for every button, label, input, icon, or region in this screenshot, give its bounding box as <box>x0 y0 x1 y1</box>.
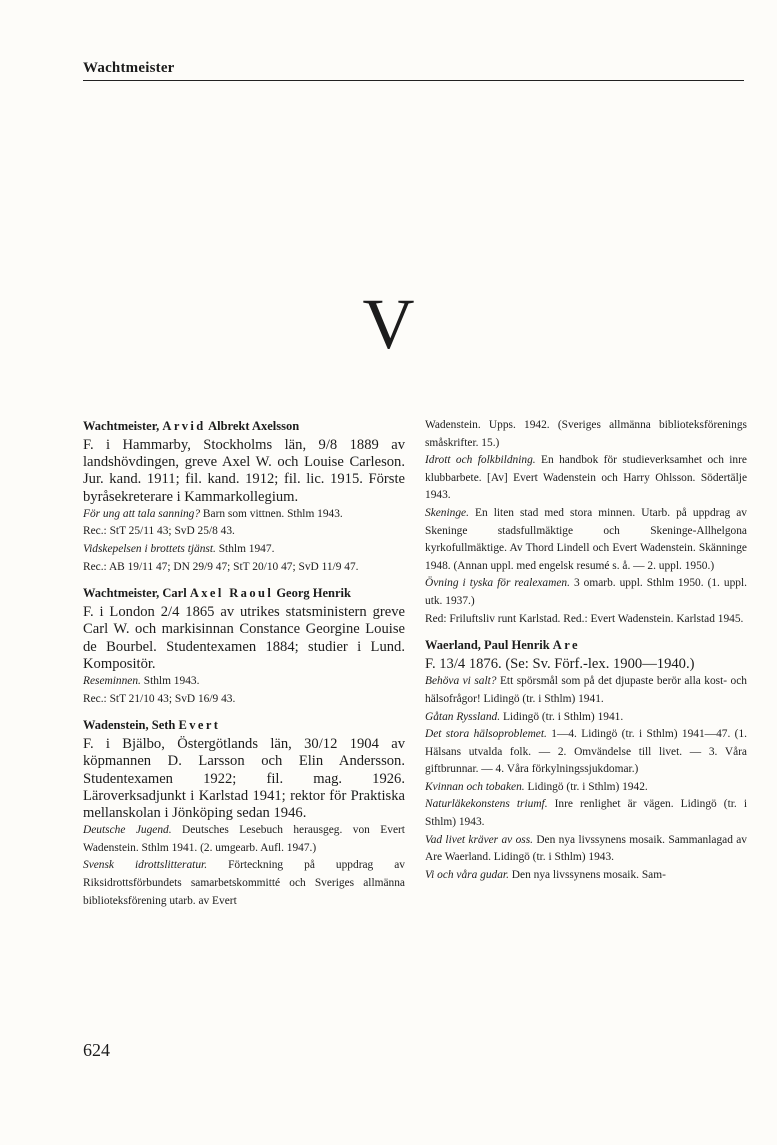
work-entry: Deutsche Jugend. Deutsches Lesebuch herausgeg. von Evert Wadenstein. Sthlm 1941. (2. umgearb. Aufl. 1947.) <box>83 824 405 854</box>
work-entry-continued: Wadenstein. Upps. 1942. (Sveriges allmänna biblioteksförenings småskrifter. 15.) <box>425 419 747 449</box>
work-entry: Övning i tyska för realexamen. 3 omarb. uppl. Sthlm 1950. (1. uppl. utk. 1937.) <box>425 577 747 607</box>
author-name: Waerland, Paul Henrik Are <box>425 638 580 653</box>
work-entry: Idrott och folkbildning. En handbok för studieverksamhet och inre klubbarbete. [Av] Evert Wadenstein och Harry Ohlsson. Södertälje 1943. <box>425 454 747 502</box>
author-entry-wachtmeister-arvid <box>83 417 405 576</box>
work-entry: Reseminnen. Sthlm 1943. <box>83 675 200 687</box>
author-entry-wadenstein <box>83 716 405 910</box>
work-entry: Skeninge. En liten stad med stora minnen. Utarb. på uppdrag av Skeninge stadsfullmäktige och Skeninge-Allhelgona kyrkofullmäktige. Av Thord Lindell och Evert Wadenstein. Skänninge 1948. (Annan uppl. med engelsk resumé s. å. — 2. uppl. 1950.) <box>425 506 747 572</box>
running-head: Wachtmeister <box>83 60 175 76</box>
author-bio: F. i Hammarby, Stockholms län, 9/8 1889 av landshövdingen, greve Axel W. och Louise Carleson. Jur. kand. 1911; fil. kand. 1912; fil. lic. 1915. Förste byråsekreterare i Kammarkollegium. <box>83 437 405 505</box>
work-entry: Vi och våra gudar. Den nya livssynens mosaik. Sam- <box>425 868 666 881</box>
author-name: Wadenstein, Seth Evert <box>83 718 221 733</box>
review-entry: Rec.: StT 21/10 43; SvD 16/9 43. <box>83 692 236 705</box>
left-column <box>83 417 405 910</box>
author-name: Wachtmeister, Carl Axel Raoul Georg Henrik <box>83 586 351 601</box>
author-bio: F. i London 2/4 1865 av utrikes statsministern greve Carl W. och markisinnan Constance Georgine Louise de Bourbel. Studentexamen 1884; studier i Lund. Kompositör. <box>83 604 405 672</box>
editor-entry: Red: Friluftsliv runt Karlstad. Red.: Evert Wadenstein. Karlstad 1945. <box>425 612 744 625</box>
author-entry-wachtmeister-axel <box>83 584 405 708</box>
author-bio: F. i Bjälbo, Östergötlands län, 30/12 1904 av köpmannen D. Larsson och Elin Andersson. Studentexamen 1922; fil. mag. 1926. Läroverksadjunkt i Karlstad 1941; rektor för Praktiska mellanskolan i Jönköping sedan 1946. <box>83 736 405 821</box>
section-letter: V <box>362 284 415 364</box>
review-entry: Rec.: StT 25/11 43; SvD 25/8 43. <box>83 525 235 538</box>
work-entry: Behöva vi salt? Ett spörsmål som på det djupaste berör alla kost- och hälsofrågor! Lidingö (tr. i Sthlm) 1941. <box>425 675 747 705</box>
work-entry: Vad livet kräver av oss. Den nya livssynens mosaik. Sammanlagad av Are Waerland. Lidingö (tr. i Sthlm) 1943. <box>425 833 747 864</box>
work-entry: Det stora hälsoproblemet. 1—4. Lidingö (tr. i Sthlm) 1941—47. (1. Hälsans utvalda folk. — 2. Omvändelse till livet. — 3. Våra giftbrunnar. — 4. Våra förkylningssjukdomar.) <box>425 728 748 776</box>
work-entry: Svensk idrottslitteratur. Förteckning på uppdrag av Riksidrottsförbundets samarbetskommitté och Sveriges allmänna biblioteksförening utarb. av Evert <box>83 859 406 907</box>
work-entry: Vidskepelsen i brottets tjänst. Sthlm 1947. <box>83 543 275 555</box>
work-entry: Gåtan Ryssland. Lidingö (tr. i Sthlm) 1941. <box>425 710 624 723</box>
review-entry: Rec.: AB 19/11 47; DN 29/9 47; StT 20/10 47; SvD 11/9 47. <box>83 560 359 573</box>
author-entry-waerland <box>425 636 747 884</box>
author-name: Wachtmeister, Arvid Albrekt Axelsson <box>83 419 300 433</box>
work-entry: Naturläkekonstens triumf. Inre renlighet är vägen. Lidingö (tr. i Sthlm) 1943. <box>425 798 748 829</box>
page-number: 624 <box>83 1040 110 1060</box>
work-entry: För ung att tala sanning? Barn som vittnen. Sthlm 1943. <box>83 507 343 520</box>
header-rule <box>83 80 744 81</box>
author-bio: F. 13/4 1876. (Se: Sv. Förf.-lex. 1900—1940.) <box>425 656 695 673</box>
author-entry-wadenstein-continued <box>425 417 747 628</box>
work-entry: Kvinnan och tobaken. Lidingö (tr. i Sthlm) 1942. <box>425 780 648 793</box>
right-column <box>425 417 747 884</box>
